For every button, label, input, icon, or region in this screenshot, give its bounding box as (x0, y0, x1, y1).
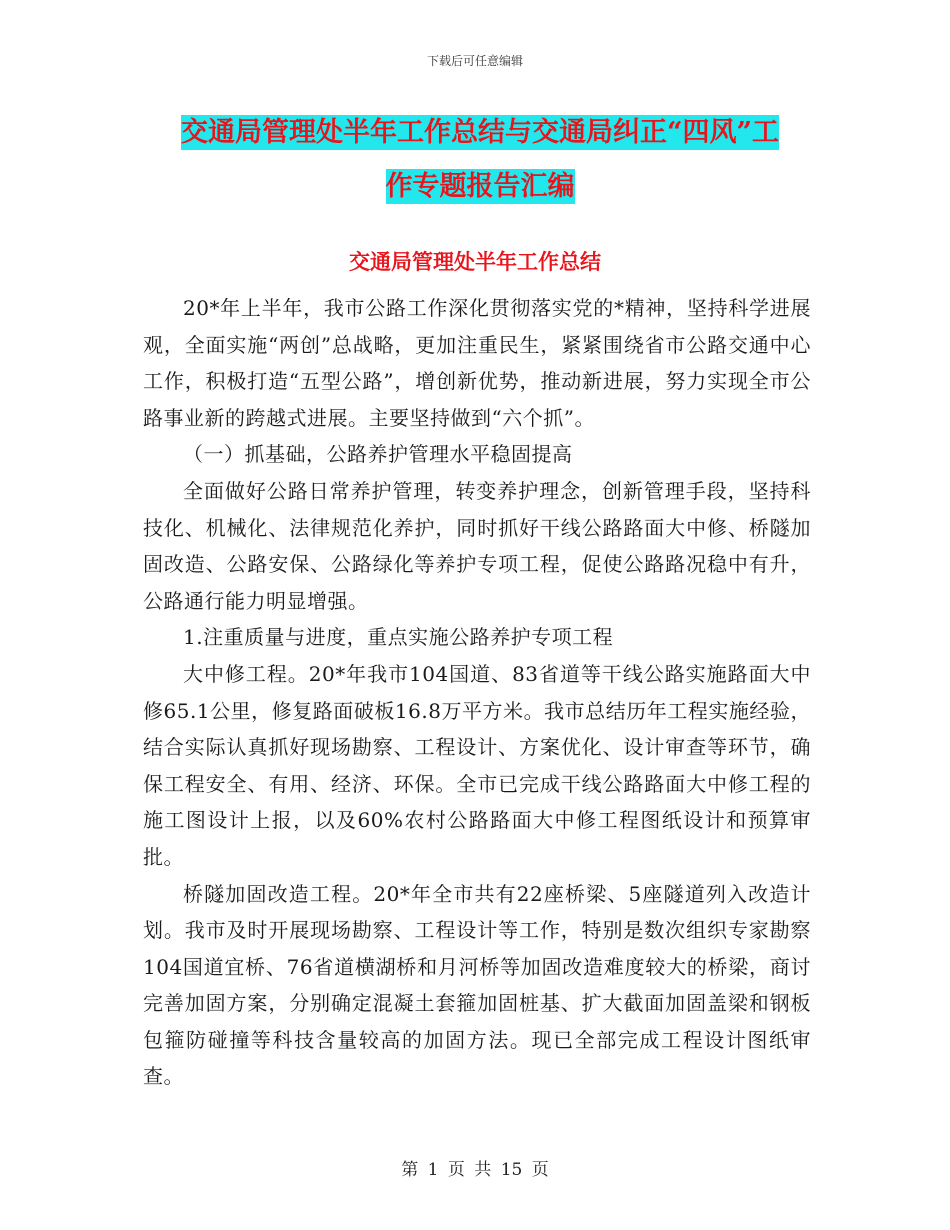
document-title (140, 106, 820, 214)
document-body (143, 290, 811, 1095)
document-title-line-1: 交通局管理处半年工作总结与交通局纠正“四风”工 (180, 117, 780, 148)
paragraph-intro: 20*年上半年，我市公路工作深化贯彻落实党的*精神，坚持科学进展观，全面实施“两创”总战略，更加注重民生，紧紧围绕省市公路交通中心工作，积极打造“五型公路”，增创新优势，推动新进展，努力实现全市公路事业新的跨越式进展。主要坚持做到“六个抓”。 (143, 296, 811, 430)
paragraph-bridge-tunnel: 桥隧加固改造工程。20*年全市共有22座桥梁、5座隧道列入改造计划。我市及时开展现场勘察、工程设计等工作，特别是数次组织专家勘察104国道宜桥、76省道横湖桥和月河桥等加固改造难度较大的桥梁，商讨完善加固方案，分别确定混凝土套箍加固桩基、扩大截面加固盖梁和钢板包箍防碰撞等科技含量较高的加固方法。现已全部完成工程设计图纸审查。 (143, 881, 811, 1089)
subheading-quality-progress: 1.注重质量与进度，重点实施公路养护专项工程 (183, 625, 614, 650)
subheading-basics: （一）抓基础，公路养护管理水平稳固提高 (183, 442, 573, 467)
paragraph-maintenance: 全面做好公路日常养护管理，转变养护理念，创新管理手段，坚持科技化、机械化、法律规范化养护，同时抓好干线公路路面大中修、桥隧加固改造、公路安保、公路绿化等养护专项工程，促使公路路况稳中有升，公路通行能力明显增强。 (143, 478, 811, 613)
section-title: 交通局管理处半年工作总结 (349, 249, 601, 274)
paragraph-major-repairs: 大中修工程。20*年我市104国道、83省道等干线公路实施路面大中修65.1公里，修复路面破板16.8万平方米。我市总结历年工程实施经验，结合实际认真抓好现场勘察、工程设计、方案优化、设计审查等环节，确保工程安全、有用、经济、环保。全市已完成干线公路路面大中修工程的施工图设计上报，以及60%农村公路路面大中修工程图纸设计和预算审批。 (143, 661, 811, 869)
page-number-footer: 第 1 页 共 15 页 (401, 1160, 549, 1180)
document-title-line-2: 作专题报告汇编 (385, 171, 575, 202)
page-header-note: 下载后可任意编辑 (426, 54, 523, 68)
